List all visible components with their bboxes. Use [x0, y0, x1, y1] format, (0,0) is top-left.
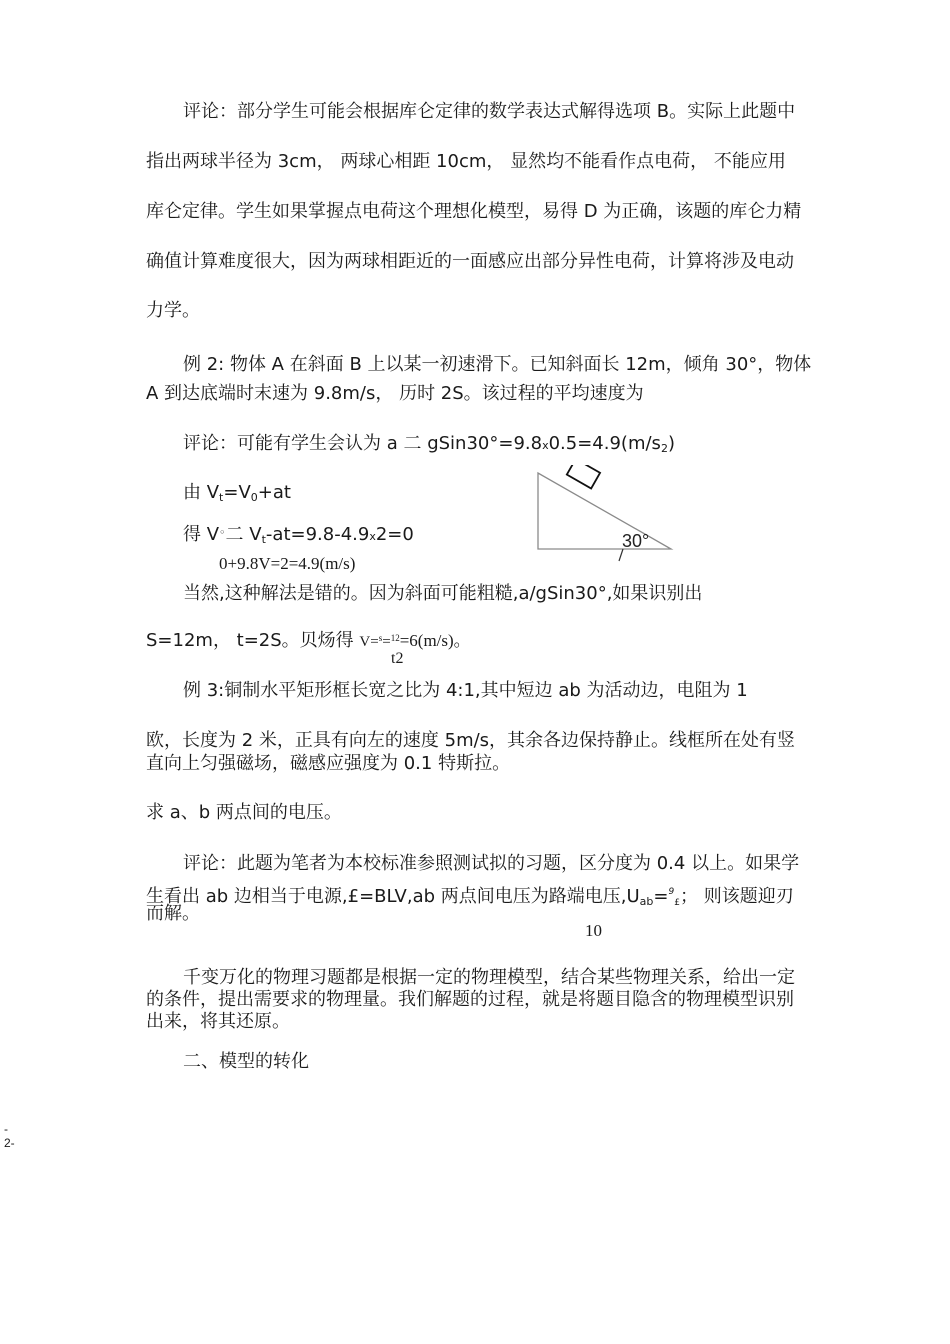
- example3-line4: 求 a、b 两点间的电压。: [146, 802, 342, 823]
- example2-correct-remark: S=12m， t=2S。贝炀得 V=$^s$=$^{12}$=6(m/s)。: [146, 630, 471, 651]
- example3-line1: 例 3:铜制水平矩形框长宽之比为 4:1,其中短边 ab 为活动边，电阻为 1: [183, 680, 748, 701]
- fraction-number-10: 10: [585, 921, 602, 940]
- example3-line2: 欧，长度为 2 米，正具有向左的速度 5m/s，其余各边保持静止。线框所在处有竖: [146, 730, 796, 751]
- footer-dash: -: [4, 1122, 8, 1136]
- para1-line1: 评论：部分学生可能会根据库仑定律的数学表达式解得选项 B。实际上此题中: [183, 101, 796, 122]
- example2-comment: 评论：可能有学生会认为 a 二 $gSin30^\circ=9.8x0.5=4.9(m/s_2)$: [183, 433, 675, 455]
- equation-vt: 由 $V_t=V_0+at$: [183, 482, 291, 504]
- angle-label: 30°: [622, 531, 650, 551]
- para1-line3: 库仑定律。学生如果掌握点电荷这个理想化模型，易得 D 为正确，该题的库仑力精: [146, 201, 802, 222]
- example2-line1: 例 2: 物体 A 在斜面 B 上以某一初速滑下。已知斜面长 12m，倾角 30°，物体: [183, 354, 812, 375]
- block-on-incline: [567, 465, 600, 488]
- example3-comment-line1: 评论：此题为笔者为本校标准参照测试拟的习题，区分度为 0.4 以上。如果学: [183, 853, 800, 874]
- example3-comment-line2: 生看出 ab 边相当于电源,£=BLV,ab 两点间电压为路端电压$,U_{ab}=^9_£$； 则该题迎刃: [146, 886, 794, 908]
- example3-comment-line3: 而解。: [146, 903, 200, 924]
- para1-line5: 力学。: [146, 300, 200, 321]
- para1-line4: 确值计算难度很大，因为两球相距近的一面感应出部分异性电荷，计算将涉及电动: [146, 251, 794, 272]
- para-end-line2: 的条件，提出需要求的物理量。我们解题的过程，就是将题目隐含的物理模型识别: [146, 989, 794, 1010]
- section-heading: 二、模型的转化: [183, 1051, 309, 1072]
- para1-line2: 指出两球半径为 3cm， 两球心相距 10cm， 显然均不能看作点电荷， 不能应用: [146, 151, 786, 172]
- para-end-line3: 出来，将其还原。: [146, 1011, 290, 1032]
- incline-triangle: [538, 473, 671, 549]
- para-end-line1: 千变万化的物理习题都是根据一定的物理模型，结合某些物理关系，给出一定: [183, 967, 795, 988]
- fraction-denominator: t2: [391, 650, 404, 667]
- example3-line3: 直向上匀强磁场，磁感应强度为 0.1 特斯拉。: [146, 753, 511, 774]
- example2-line2: A 到达底端时末速为 9.8m/s， 历时 2S。该过程的平均速度为: [146, 383, 644, 404]
- equation-v0: 得 V◦二 $V_t-at=9.8-4.9x2=0$: [183, 524, 414, 546]
- equation-average: 0+9.8V=2=4.9(m/s): [219, 554, 356, 573]
- example2-wrong-remark: 当然,这种解法是错的。因为斜面可能粗糙,a/gSin30°,如果识别出: [183, 583, 703, 604]
- page-number: 2-: [4, 1136, 15, 1150]
- incline-diagram: [530, 465, 680, 565]
